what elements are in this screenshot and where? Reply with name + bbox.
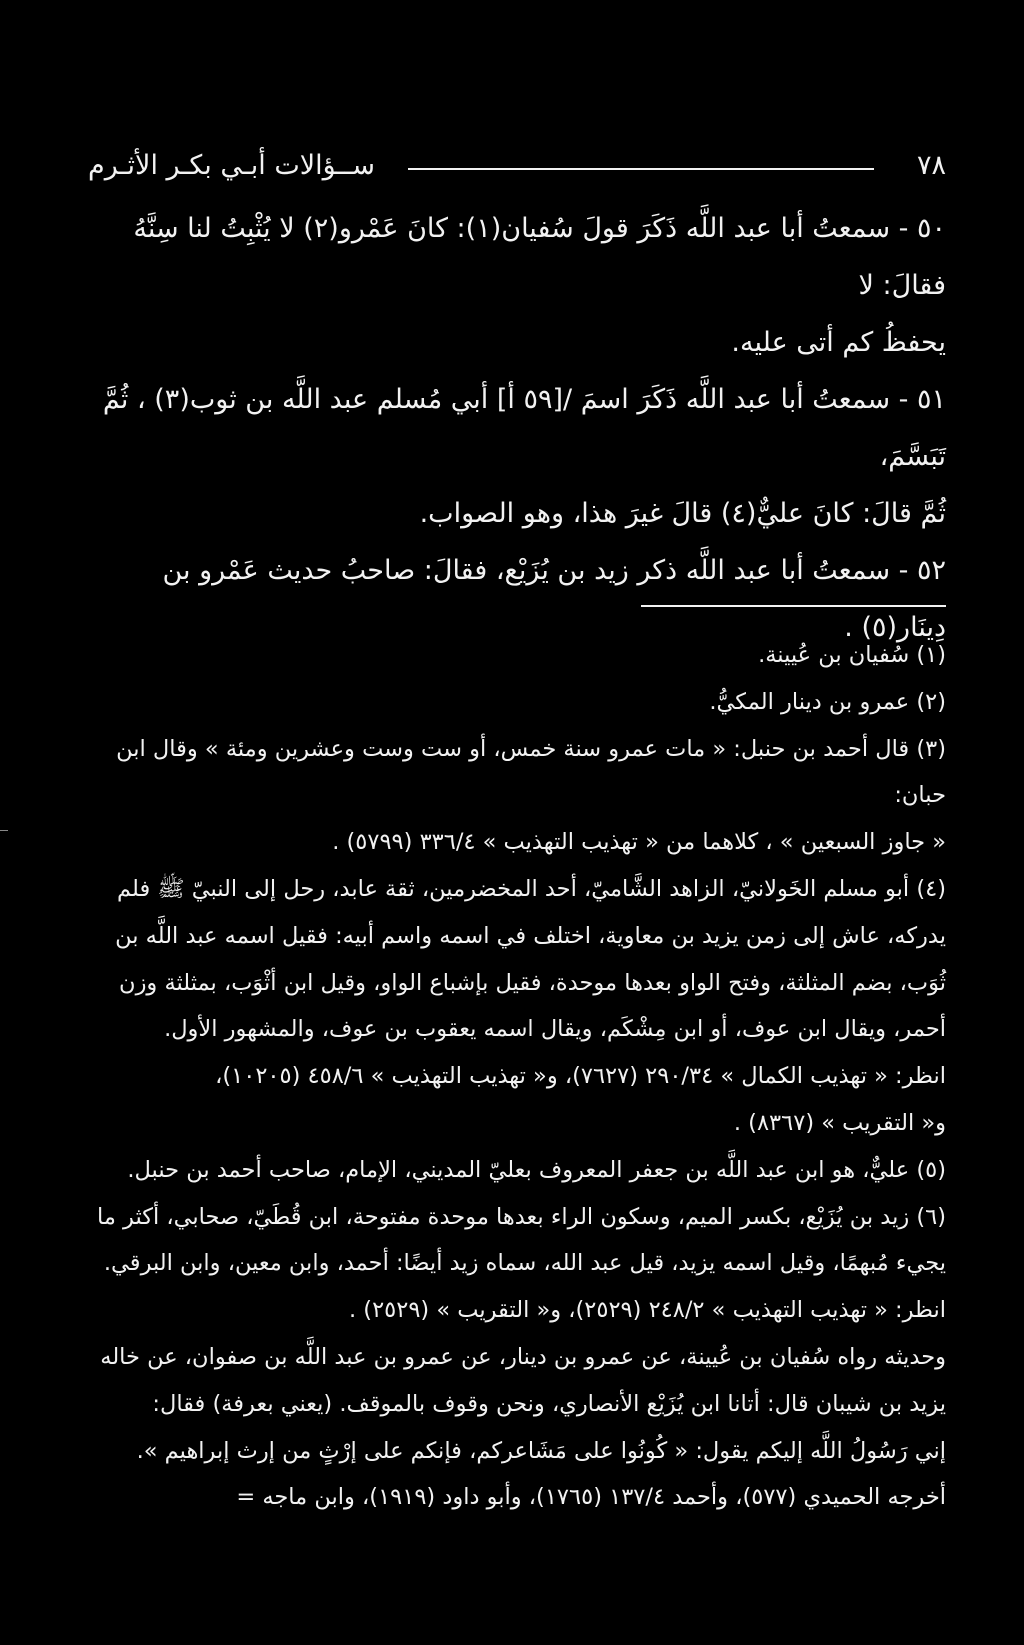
- footnote-line: (٦) زيد بن يُزَيْع، بكسر الميم، وسكون الراء بعدها موحدة مفتوحة، ابن قُطَيّ، صحابي، أكثر ما: [96, 1203, 946, 1230]
- edge-mark: [0, 830, 8, 831]
- footnote-line: وحديثه رواه سُفيان بن عُيينة، عن عمرو بن دينار، عن عمرو بن عبد اللَّه بن صفوان، عن خاله: [100, 1343, 946, 1370]
- footnote-line: (١) سُفيان بن عُيينة.: [758, 642, 946, 668]
- footnote-line: و« التقريب » (٨٣٦٧) .: [733, 1109, 946, 1136]
- footnote-line: أخرجه الحميدي (٥٧٧)، وأحمد ١٣٧/٤ (١٧٦٥)، وأبو داود (١٩١٩)، وابن ماجه =: [236, 1484, 946, 1511]
- footnote-line: يجيء مُبهمًا، وقيل اسمه يزيد، قيل عبد الله، سماه زيد أيضًا: أحمد، وابن معين، وابن البرقي.: [103, 1250, 946, 1277]
- main-text: [88, 200, 946, 656]
- page-number: ٧٨: [916, 150, 946, 181]
- main-line: ٥٢ - سمعتُ أبا عبد اللَّه ذكر زيد بن يُزَيْع، فقالَ: صاحبُ حديث عَمْرو بن: [162, 555, 946, 586]
- footnote-line: انظر: « تهذيب التهذيب » ٢٤٨/٢ (٢٥٢٩)، و« التقريب » (٢٥٢٩) .: [348, 1297, 946, 1324]
- footnote-line: ثُوَب، بضم المثلثة، وفتح الواو بعدها موحدة، فقيل بإشباع الواو، وقيل ابن أثْوَب، بمثلثة وزن: [119, 969, 946, 996]
- footnote-line: « جاوز السبعين » ، كلاهما من « تهذيب التهذيب » ٣٣٦/٤ (٥٧٩٩) .: [332, 829, 946, 856]
- footnotes: [80, 632, 946, 1521]
- running-title: ســؤالات أبـي بكـر الأثـرم: [88, 150, 376, 181]
- footnote-line: انظر: « تهذيب الكمال » ٢٩٠/٣٤ (٧٦٢٧)، و« تهذيب التهذيب » ٤٥٨/٦ (١٠٢٠٥)،: [215, 1063, 946, 1090]
- header-rule: [408, 168, 874, 170]
- footnote-line: يزيد بن شيبان قال: أتانا ابن يُزَيْع الأنصاري، ونحن وقوف بالموقف. (يعني بعرفة) فقال:: [152, 1390, 946, 1417]
- footnote-separator: [641, 605, 946, 607]
- main-line: ثُمَّ قالَ: كانَ عليٌّ(٤) قالَ غيرَ هذا، وهو الصواب.: [419, 498, 946, 529]
- footnote-line: إني رَسُولُ اللَّه إليكم يقول: « كُونُوا على مَشَاعركم، فإنكم على إرْثٍ من إرث إبراهيم ».: [136, 1437, 946, 1464]
- main-line: يحفظُ كم أتى عليه.: [731, 327, 946, 358]
- footnote-line: (٥) عليٌّ، هو ابن عبد اللَّه بن جعفر المعروف بعليّ المديني، الإمام، صاحب أحمد بن حنبل.: [127, 1156, 946, 1183]
- main-line: دِينَار(٥) .: [844, 612, 946, 643]
- footnote-line: يدركه، عاش إلى زمن يزيد بن معاوية، اختلف في اسمه واسم أبيه: فقيل اسمه عبد اللَّه بن: [115, 922, 946, 949]
- footnote-line: (٤) أبو مسلم الخَولانيّ، الزاهد الشَّاميّ، أحد المخضرمين، ثقة عابد، رحل إلى النبيّ ﷺ فلم: [117, 875, 946, 902]
- footnote-line: أحمر، ويقال ابن عوف، أو ابن مِشْكَم، ويقال اسمه يعقوب بن عوف، والمشهور الأول.: [164, 1016, 946, 1043]
- main-line: ٥٠ - سمعتُ أبا عبد اللَّه ذَكَرَ قولَ سُفيان(١): كانَ عَمْرو(٢) لا يُثْبِتُ لنا سِنَّهُ فقالَ: لا: [133, 213, 946, 301]
- main-line: ٥١ - سمعتُ أبا عبد اللَّه ذَكَرَ اسمَ /[٥٩ أ] أبي مُسلم عبد اللَّه بن ثوب(٣) ، ثُمَّ تَبَسَّمَ،: [102, 384, 946, 472]
- page-header: [88, 150, 946, 186]
- footnote-line: (٣) قال أحمد بن حنبل: « مات عمرو سنة خمس، أو ست وست وعشرين ومئة » وقال ابن حبان:: [116, 735, 946, 809]
- footnote-line: (٢) عمرو بن دينار المكيُّ.: [709, 688, 946, 715]
